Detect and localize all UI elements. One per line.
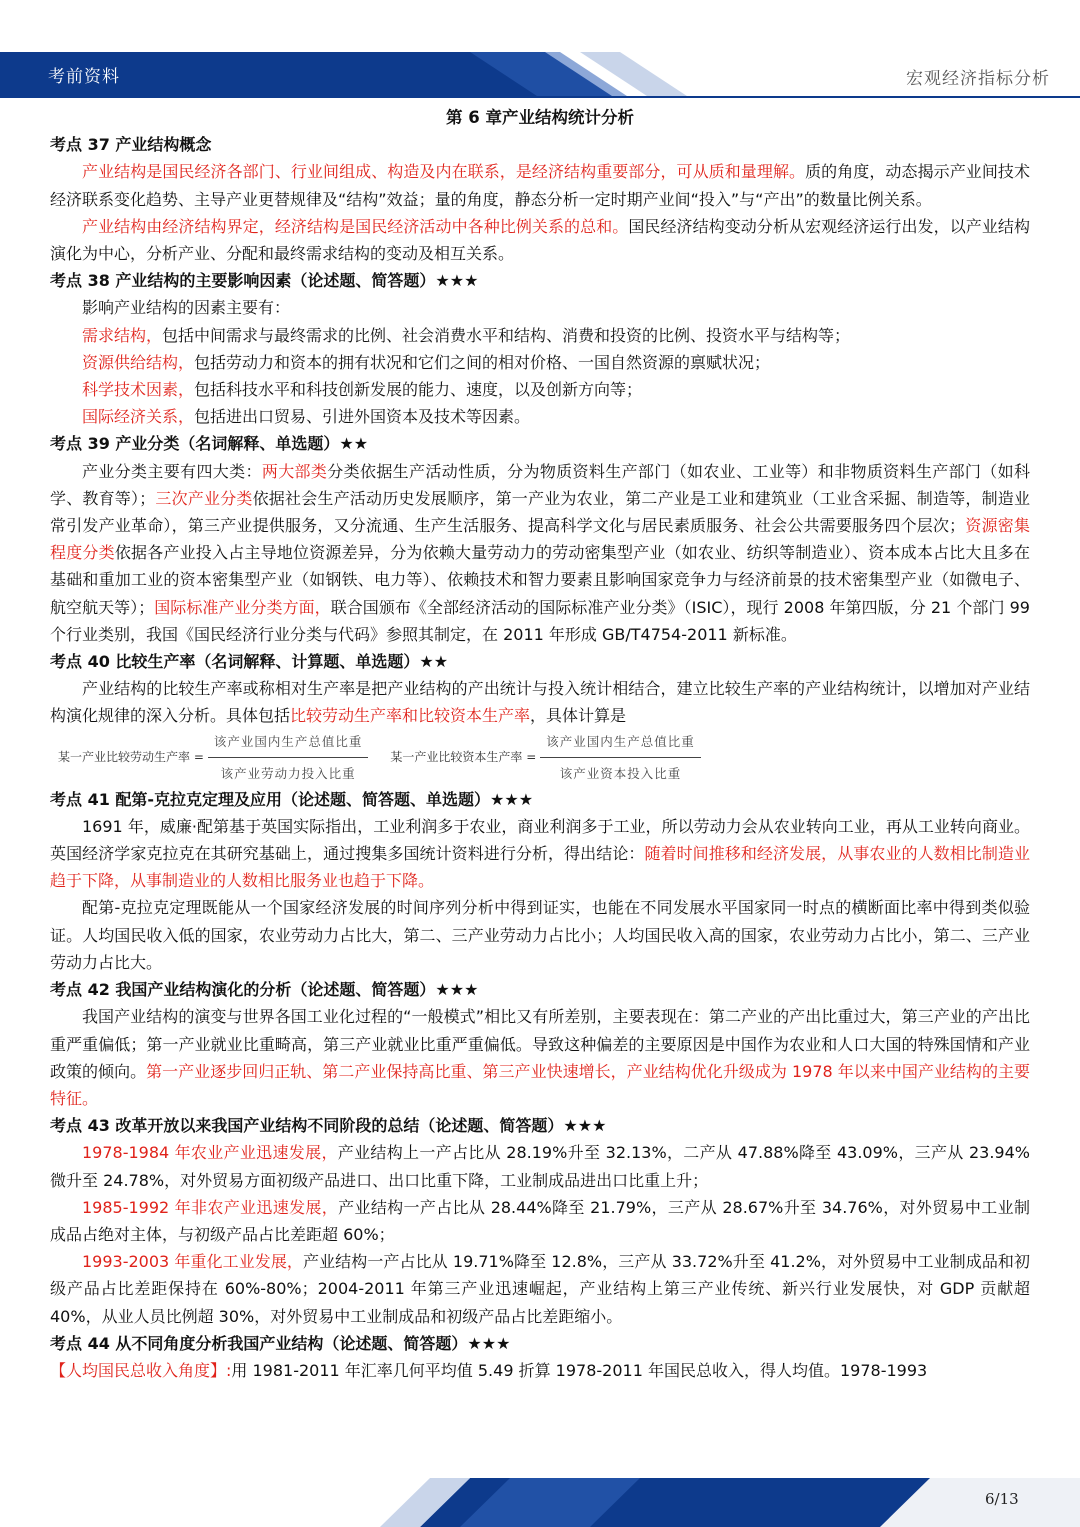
- highlight-text: 三次产业分类: [155, 488, 253, 508]
- section-39-heading: 考点 39 产业分类（名词解释、单选题）★★: [50, 434, 369, 454]
- highlight-text: 随着时间推移和经济发展，从事农业的人数相比制造业趋于下降，从事制造业的人数相比服务业也趋于下降。: [50, 844, 1030, 891]
- section-44-heading: 考点 44 从不同角度分析我国产业结构（论述题、简答题）★★★: [50, 1333, 511, 1353]
- section-38-item: [50, 349, 1030, 376]
- highlight-text: 第一产业逐步回归正轨、第二产业保持高比重、第三产业快速增长，产业结构优化升级成为 1978 年以来中国产业结构的主要特征。: [50, 1061, 1030, 1108]
- highlight-text: 国际标准产业分类方面，: [154, 597, 331, 617]
- section-44-paragraph: [50, 1357, 1030, 1384]
- body-text: 产业结构的比较生产率或称相对生产率是把产业结构的产出统计与投入统计相结合，建立比较生产率的产业结构统计，以增加对产业结构演化规律的深入分析。具体包括: [50, 679, 1030, 726]
- header-right-label: 宏观经济指标分析: [906, 69, 1050, 89]
- section-42-paragraph: [50, 1003, 1030, 1112]
- section-43-item: [50, 1139, 1030, 1193]
- section-42-heading: 考点 42 我国产业结构演化的分析（论述题、简答题）★★★: [50, 980, 479, 1000]
- highlight-text: 需求结构，: [82, 325, 163, 345]
- highlight-text: 1985-1992 年非农产业迅速发展，: [82, 1197, 339, 1217]
- numerator: 该产业国内生产总值比重: [540, 728, 701, 758]
- body-text: 1691 年，威廉·配第基于英国实际指出，工业利润多于农业，商业利润多于工业，所以劳动力会从农业转向工业，再从工业转向商业。英国经济学家克拉克在其研究基础上，通过搜集多国统计资料进行分析，得出结论：: [50, 816, 1030, 864]
- highlight-text: 产业结构由经济结构界定，经济结构是国民经济活动中各种比例关系的总和。: [82, 216, 629, 236]
- formula-2-label: 某一产业比较资本生产率 =: [390, 750, 537, 765]
- body-text: 国民经济结构变动分析从宏观经济运行出发，以产业结构演化为中心，分析产业、分配和最终需求结构的变动及相互关系。: [50, 216, 1030, 264]
- highlight-text: 【人均国民总收入角度】:: [50, 1360, 232, 1380]
- page-number: 6/13: [985, 1490, 1019, 1508]
- document-body: [50, 104, 1030, 1384]
- section-41-heading: 考点 41 配第-克拉克定理及应用（论述题、简答题、单选题）★★★: [50, 789, 534, 809]
- formula-1-fraction: [208, 728, 369, 787]
- body-text: 依据社会生产活动历史发展顺序，第一产业为农业，第二产业是工业和建筑业（工业含采掘、制造等，制造业常引发产业革命），第三产业提供服务，又分流通、生产生活服务、提高科学文化与居民素质服务、社会公共需要服务四个层次；: [50, 488, 1030, 536]
- section-38-item: [50, 322, 1030, 349]
- section-38-item: [50, 403, 1030, 430]
- section-41-paragraph-2: 配第-克拉克定理既能从一个国家经济发展的时间序列分析中得到证实，也能在不同发展水平国家同一时点的横断面比率中得到类似验证。人均国民收入低的国家，农业劳动力占比大，第二、三产业劳动力占比小；人均国民收入高的国家，农业劳动力占比小，第二、三产业劳动力占比大。: [50, 898, 1030, 972]
- page-footer: [0, 1478, 1080, 1527]
- section-37-heading: 考点 37 产业结构概念: [50, 135, 212, 155]
- formula-1-label: 某一产业比较劳动生产率 =: [58, 750, 204, 765]
- highlight-text: 1993-2003 年重化工业发展，: [82, 1252, 304, 1272]
- footer-band-graphic: [0, 1478, 1080, 1527]
- body-text: 包括进出口贸易、引进外国资本及技术等因素。: [194, 407, 531, 427]
- denominator: 该产业劳动力投入比重: [220, 766, 356, 782]
- section-43-item: [50, 1248, 1030, 1330]
- section-41-paragraph-1: [50, 813, 1030, 895]
- highlight-text: 比较劳动生产率和比较资本生产率: [290, 706, 531, 726]
- section-38-heading: 考点 38 产业结构的主要影响因素（论述题、简答题）★★★: [50, 271, 479, 291]
- body-text: 分类依据生产活动性质，分为物质资料生产部门（如农业、工业等）和非物质资料生产部门（如科学、教育等）；: [50, 461, 1030, 508]
- body-text: 包括中间需求与最终需求的比例、社会消费水平和结构、消费和投资的比例、投资水平与结构等；: [162, 325, 851, 345]
- body-text: 产业结构一产占比从 19.71%降至 12.8%，三产从 33.72%升至 41.2%，对外贸易中工业制成品和初级产品占比差距保持在 60%-80%；2004-2011 年第三产业迅速崛起，产业结构上第三产业传统、新兴行业发展快，对 GDP 贡献超 40%，从业人员比例超 30%，对外贸易中工业制成品和初级产品占比差距缩小。: [50, 1252, 1030, 1326]
- highlight-text: 资源密集程度分类: [50, 516, 1030, 563]
- formula-2-fraction: [540, 728, 701, 787]
- body-text: 用 1981-2011 年汇率几何平均值 5.49 折算 1978-2011 年国民总收入，得人均值。1978-1993: [231, 1360, 928, 1380]
- section-40-paragraph: [50, 675, 1030, 729]
- highlight-text: 1978-1984 年农业产业迅速发展，: [82, 1143, 338, 1163]
- body-text: 产业结构一产占比从 28.44%降至 21.79%，三产从 28.67%升至 34.76%，对外贸易中工业制成品占绝对主体，与初级产品占比差距超 60%；: [50, 1197, 1030, 1244]
- body-text: 依据各产业投入占主导地位资源差异，分为依赖大量劳动力的劳动密集型产业（如农业、纺织等制造业）、资本成本占比大且多在基础和重加工业的资本密集型产业（如钢铁、电力等）、依赖技术和智力要素且影响国家竞争力与经济前景的技术密集型产业（如微电子、航空航天等）；: [50, 543, 1030, 617]
- section-37-paragraph-2: [50, 213, 1030, 267]
- section-43-item: [50, 1194, 1030, 1248]
- section-38-intro: 影响产业结构的因素主要有：: [82, 298, 291, 318]
- section-39-paragraph: [50, 458, 1030, 648]
- body-text: 包括科技水平和科技创新发展的能力、速度，以及创新方向等；: [194, 380, 643, 400]
- numerator: 该产业国内生产总值比重: [208, 728, 369, 758]
- highlight-text: 国际经济关系，: [82, 407, 195, 427]
- denominator: 该产业资本投入比重: [559, 766, 682, 782]
- section-43-heading: 考点 43 改革开放以来我国产业结构不同阶段的总结（论述题、简答题）★★★: [50, 1116, 607, 1136]
- body-text: 产业结构上一产占比从 28.19%升至 32.13%，二产从 47.88%降至 43.09%，三产从 23.94%微升至 24.78%，对外贸易方面初级产品进口、出口比重下降，工业制成品进出口比重上升；: [50, 1143, 1030, 1190]
- highlight-text: 科学技术因素，: [82, 380, 195, 400]
- body-text: 质的角度，动态揭示产业间技术经济联系变化趋势、主导产业更替规律及“结构”效益；量的角度，静态分析一定时期产业间“投入”与“产出”的数量比例关系。: [50, 162, 1030, 209]
- chapter-title: 第 6 章产业结构统计分析: [446, 108, 634, 127]
- body-text: 包括劳动力和资本的拥有状况和它们之间的相对价格、一国自然资源的禀赋状况；: [194, 352, 771, 372]
- header-left-label: 考前资料: [48, 67, 120, 87]
- productivity-formulas: [50, 730, 1030, 786]
- body-text: 我国产业结构的演变与世界各国工业化过程的“一般模式”相比又有所差别，主要表现在：第二产业的产出比重过大，第三产业的产出比重严重偏低；第一产业就业比重畸高，第三产业就业比重严重偏低。导致这种偏差的主要原因是中国作为农业和人口大国的特殊国情和产业政策的倾向。: [50, 1007, 1030, 1081]
- section-37-paragraph-1: [50, 158, 1030, 212]
- highlight-text: 两大部类: [261, 461, 328, 481]
- section-38-item: [50, 376, 1030, 403]
- body-text: 联合国颁布《全部经济活动的国际标准产业分类》（ISIC），现行 2008 年第四版，分 21 个部门 99 个行业类别，我国《国民经济行业分类与代码》参照其制定，在 2011 年形成 GB/T4754-2011 新标准。: [50, 597, 1030, 644]
- body-text: ，具体计算是: [530, 706, 627, 726]
- page-header: [0, 52, 1080, 98]
- highlight-text: 资源供给结构，: [82, 352, 195, 372]
- highlight-text: 产业结构是国民经济各部门、行业间组成、构造及内在联系，是经济结构重要部分，可从质和量理解。: [82, 162, 806, 182]
- section-40-heading: 考点 40 比较生产率（名词解释、计算题、单选题）★★: [50, 652, 449, 672]
- body-text: 产业分类主要有四大类：: [82, 461, 262, 481]
